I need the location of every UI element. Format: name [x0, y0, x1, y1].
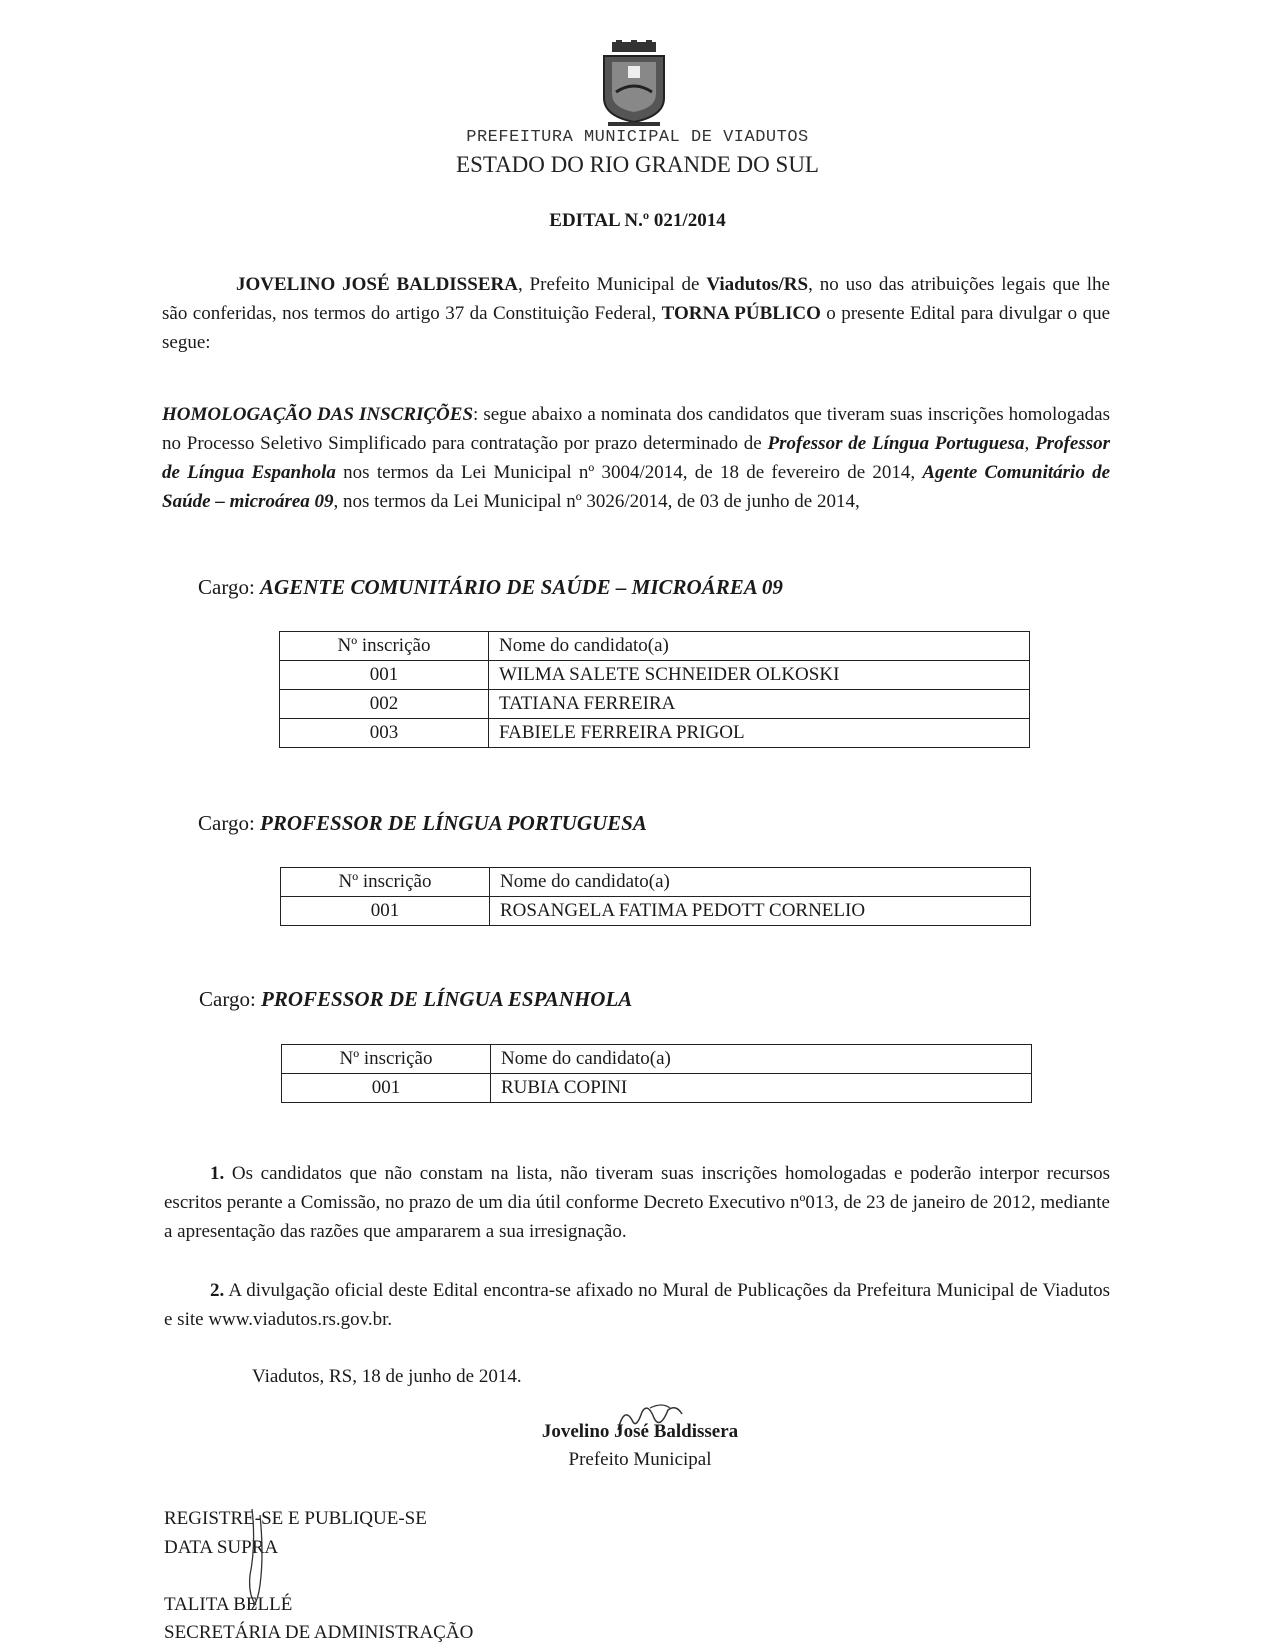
cargo-ref-agente: Agente Comunitário de Saúde – microárea 09	[162, 462, 1111, 512]
intro-city: Viadutos/RS	[706, 274, 809, 295]
candidates-table-espanhol	[281, 1044, 1032, 1103]
homologacao-label: HOMOLOGAÇÃO DAS INSCRIÇÕES	[162, 404, 474, 425]
table-row	[280, 661, 1030, 690]
table-header-row	[282, 1045, 1032, 1074]
header-name: Nome do candidato(a)	[490, 868, 1031, 897]
item-number: 2.	[210, 1280, 225, 1301]
candidates-table-portugues	[280, 867, 1031, 926]
place-date: Viadutos, RS, 18 de junho de 2014.	[252, 1366, 522, 1387]
table-row	[280, 719, 1030, 748]
header-num: Nº inscrição	[280, 632, 489, 661]
footer-secretary-name: TALITA BELLÉ	[164, 1594, 293, 1615]
footer-registre: REGISTRE-SE E PUBLIQUE-SE	[164, 1508, 427, 1529]
cargo-heading-agente	[198, 575, 783, 600]
intro-text-3: o presente Edital para divulgar o que segue:	[162, 303, 1111, 353]
edital-title: EDITAL N.º 021/2014	[549, 210, 726, 231]
header-municipality: PREFEITURA MUNICIPAL DE VIADUTOS	[466, 128, 809, 147]
item-2	[164, 1276, 1110, 1334]
cell-name: FABIELE FERREIRA PRIGOL	[489, 719, 1030, 748]
intro-paragraph	[162, 270, 1110, 357]
intro-text-1: , Prefeito Municipal de	[517, 274, 707, 295]
cell-num: 001	[281, 897, 490, 926]
table-header-row	[280, 632, 1030, 661]
intro-text-2: , no uso das atribuições legais que lhe são conferidas, nos termos do artigo 37 da Constituição Federal,	[162, 274, 1110, 324]
header-num: Nº inscrição	[282, 1045, 491, 1074]
table-row	[282, 1074, 1032, 1103]
cell-num: 002	[280, 690, 489, 719]
item-text: A divulgação oficial deste Edital encontra-se afixado no Mural de Publicações da Prefeitura Municipal de Viadutos e site www.viadutos.rs.gov.br.	[164, 1280, 1110, 1330]
header-state: ESTADO DO RIO GRANDE DO SUL	[456, 152, 819, 177]
item-1	[164, 1159, 1110, 1246]
cell-num: 001	[280, 661, 489, 690]
cell-name: WILMA SALETE SCHNEIDER OLKOSKI	[489, 661, 1030, 690]
header-num: Nº inscrição	[281, 868, 490, 897]
cargo-label: Cargo:	[198, 811, 261, 835]
footer-secretary-role: SECRETÁRIA DE ADMINISTRAÇÃO	[164, 1622, 474, 1643]
cargo-ref-portugues: Professor de Língua Portuguesa	[767, 433, 1025, 454]
homologacao-text-2: nos termos da Lei Municipal nº 3004/2014, de 18 de fevereiro de 2014,	[335, 462, 923, 483]
cargo-value: PROFESSOR DE LÍNGUA ESPANHOLA	[261, 987, 633, 1011]
signatory-role: Prefeito Municipal	[568, 1449, 712, 1470]
cargo-ref-espanhol: Professor de Língua Espanhola	[162, 433, 1111, 483]
cell-name: RUBIA COPINI	[491, 1074, 1032, 1103]
cargo-value: PROFESSOR DE LÍNGUA PORTUGUESA	[260, 811, 647, 835]
homologacao-paragraph	[162, 400, 1110, 516]
signatory-name: Jovelino José Baldissera	[541, 1421, 739, 1442]
cell-name: ROSANGELA FATIMA PEDOTT CORNELIO	[490, 897, 1031, 926]
cargo-value: AGENTE COMUNITÁRIO DE SAÚDE – MICROÁREA 09	[260, 575, 783, 599]
homologacao-sep: ,	[1024, 433, 1036, 454]
candidates-table-agente	[279, 631, 1030, 748]
header-name: Nome do candidato(a)	[489, 632, 1030, 661]
item-number: 1.	[210, 1163, 225, 1184]
municipal-crest-icon	[598, 40, 670, 128]
cargo-label: Cargo:	[198, 575, 261, 599]
footer-data-supra: DATA SUPRA	[164, 1537, 279, 1558]
mayor-name: JOVELINO JOSÉ BALDISSERA	[236, 274, 518, 295]
cargo-heading-portugues	[198, 811, 647, 836]
cell-num: 001	[282, 1074, 491, 1103]
intro-torna-publico: TORNA PÚBLICO	[661, 303, 821, 324]
cell-num: 003	[280, 719, 489, 748]
secretary-signature-icon	[230, 1505, 290, 1615]
homologacao-text-1: : segue abaixo a nominata dos candidatos que tiveram suas inscrições homologadas no Processo Seletivo Simplificado para contratação por prazo determinado de	[162, 404, 1110, 454]
table-header-row	[281, 868, 1031, 897]
cargo-heading-espanhol	[199, 987, 632, 1012]
cell-name: TATIANA FERREIRA	[489, 690, 1030, 719]
cargo-label: Cargo:	[199, 987, 262, 1011]
table-row	[281, 897, 1031, 926]
item-text: Os candidatos que não constam na lista, não tiveram suas inscrições homologadas e poderão interpor recursos escritos perante a Comissão, no prazo de um dia útil conforme Decreto Executivo nº013, de 23 de janeiro de 2012, mediante a apresentação das razões que ampararem a sua irresignação.	[164, 1163, 1110, 1242]
homologacao-text-3: , nos termos da Lei Municipal nº 3026/2014, de 03 de junho de 2014,	[333, 491, 860, 512]
header-name: Nome do candidato(a)	[491, 1045, 1032, 1074]
table-row	[280, 690, 1030, 719]
